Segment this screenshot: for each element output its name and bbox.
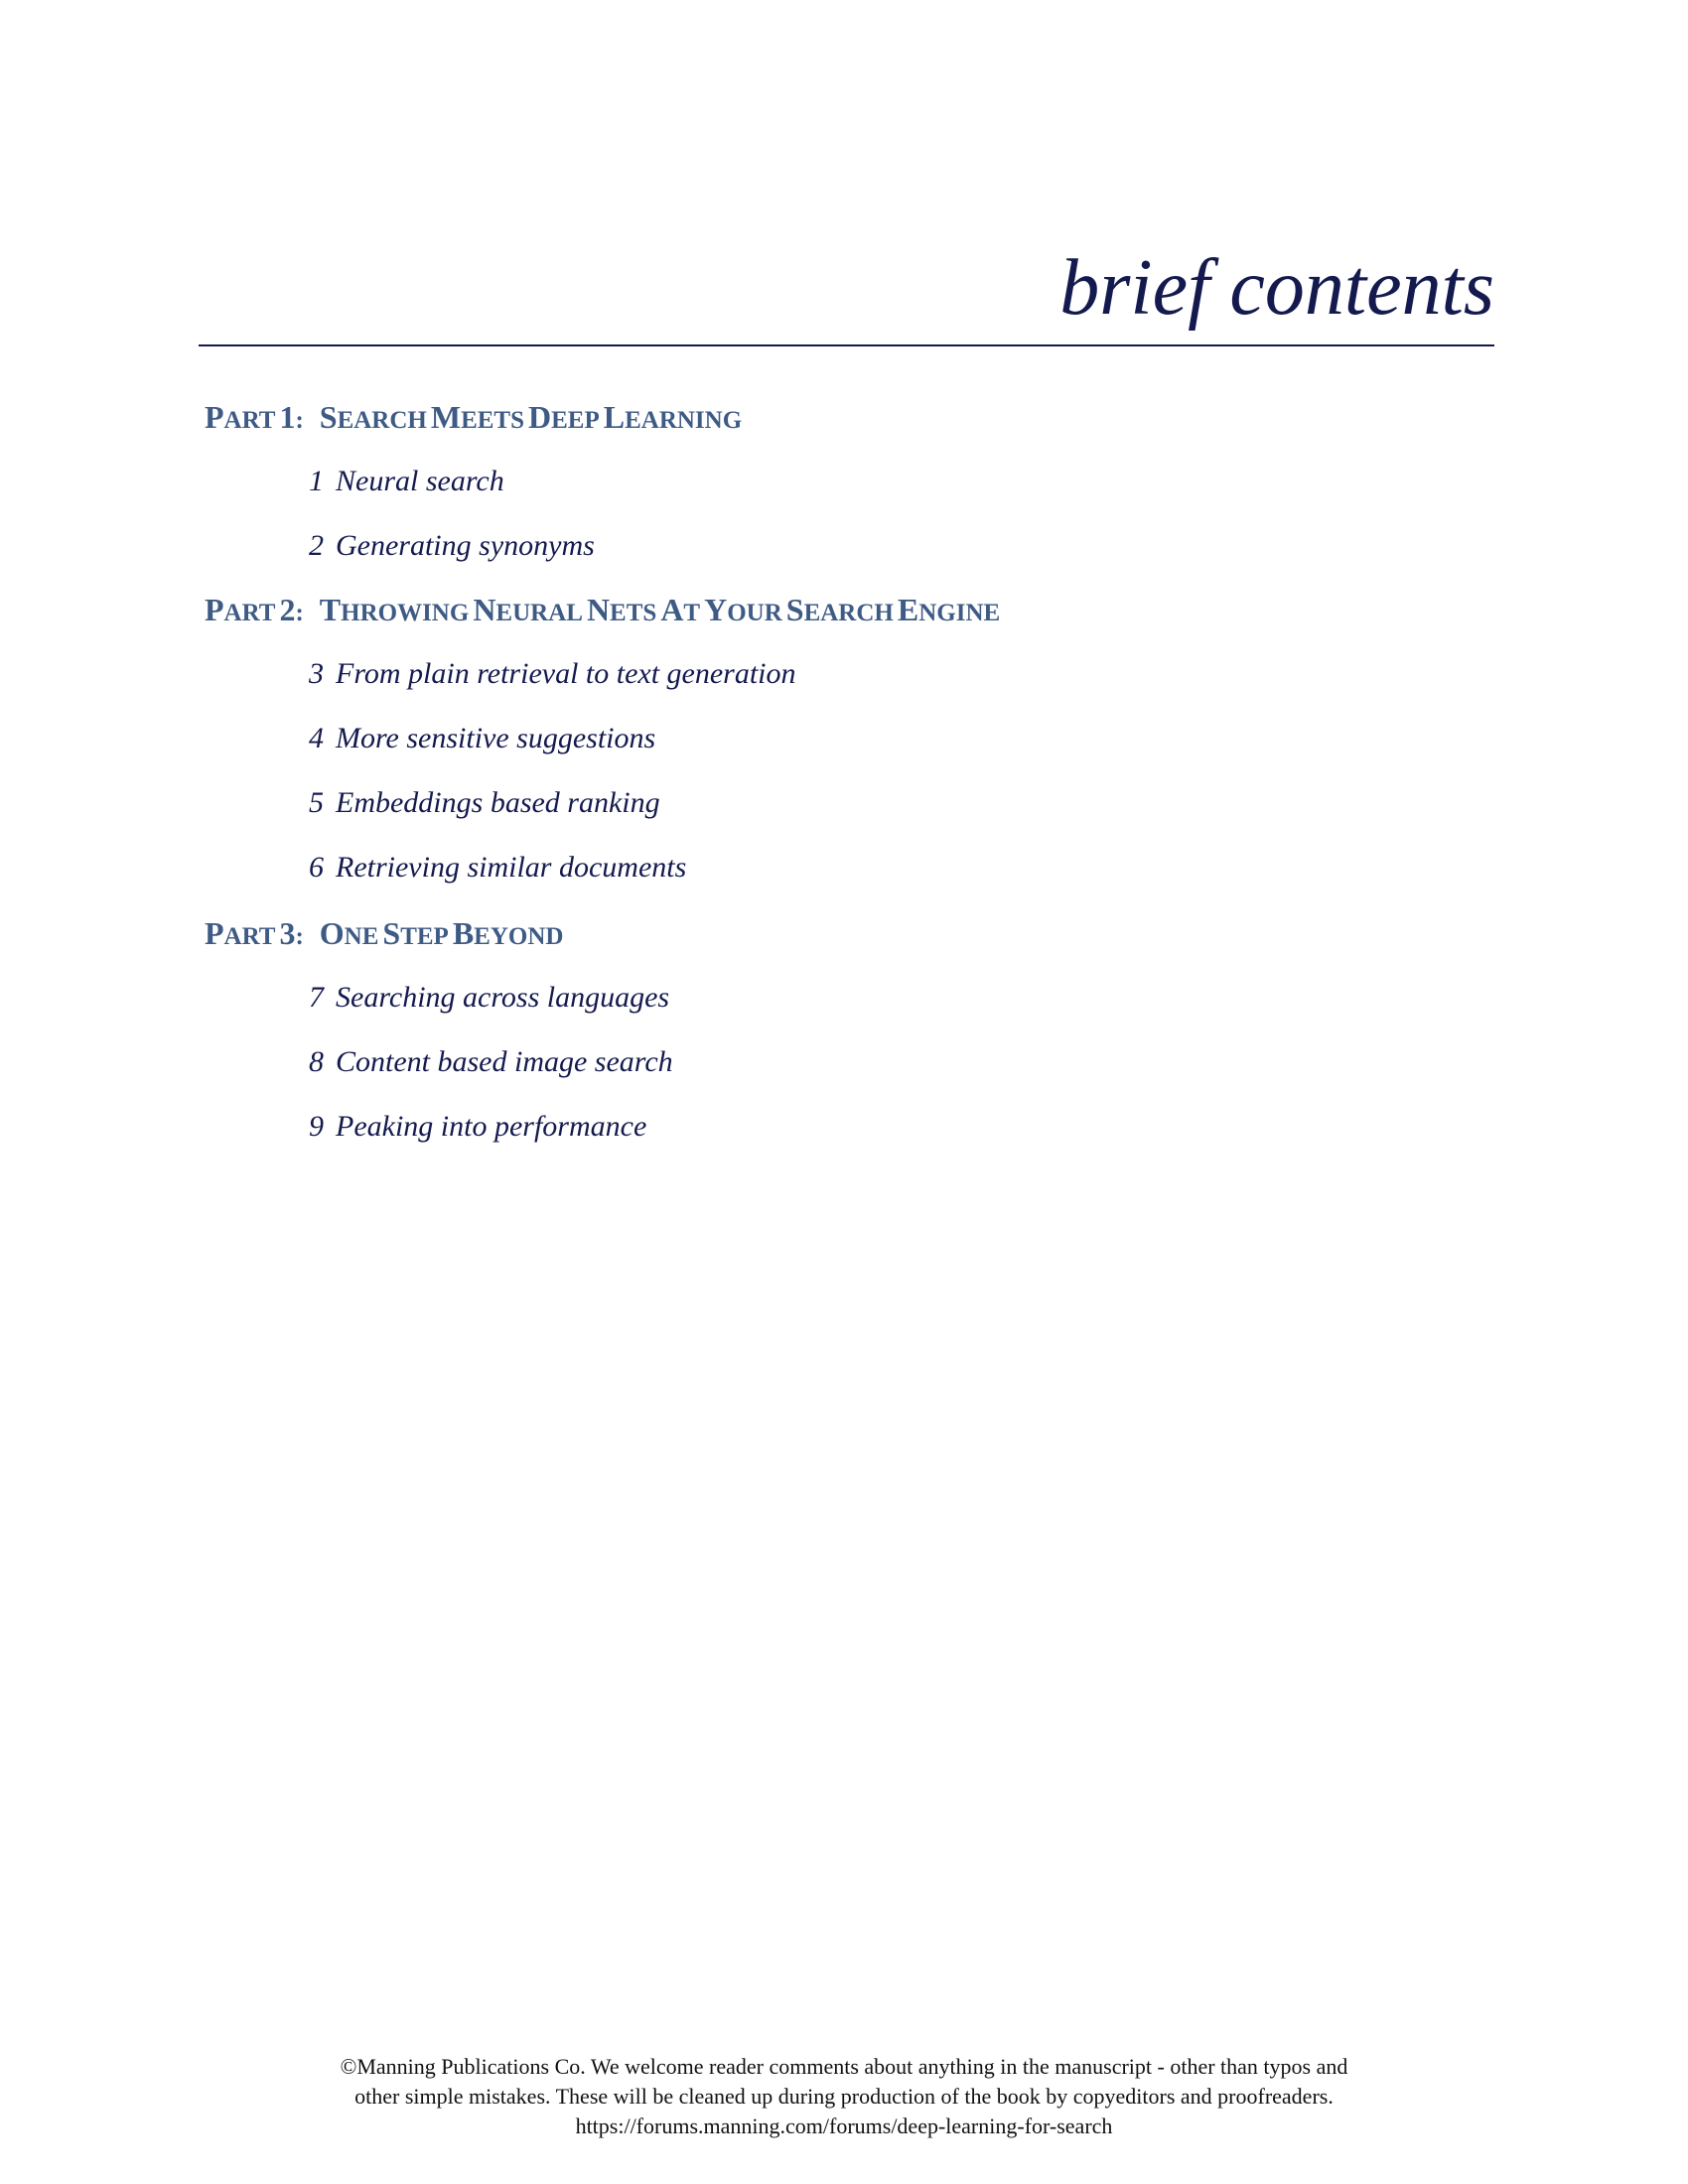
chapter-number: 6 xyxy=(309,851,324,884)
chapter-number: 4 xyxy=(309,722,324,754)
chapter-title: Peaking into performance xyxy=(336,1110,647,1143)
chapter-number: 2 xyxy=(309,529,324,562)
chapter-entry[interactable] xyxy=(298,467,504,496)
footer xyxy=(0,2052,1688,2141)
chapter-entry[interactable] xyxy=(298,659,796,689)
footer-notice-line: other simple mistakes. These will be cleaned up during production of the book by copyeditors and proofreaders. xyxy=(354,2084,1334,2109)
chapter-title: Content based image search xyxy=(336,1045,673,1078)
chapter-title: Neural search xyxy=(336,465,504,497)
footer-copyright-line: ©Manning Publications Co. We welcome reader comments about anything in the manuscript - other than typos and xyxy=(340,2054,1348,2079)
chapter-title: Generating synonyms xyxy=(336,529,595,562)
chapter-title: More sensitive suggestions xyxy=(336,722,656,754)
chapter-entry[interactable] xyxy=(298,983,669,1013)
chapter-title: Retrieving similar documents xyxy=(336,851,687,884)
page-title: brief contents xyxy=(1059,244,1494,332)
chapter-entry[interactable] xyxy=(298,724,655,753)
chapter-entry[interactable] xyxy=(298,1112,646,1142)
chapter-entry[interactable] xyxy=(298,1047,673,1077)
chapter-entry[interactable] xyxy=(298,531,595,561)
part-label: PART 1: xyxy=(205,399,304,435)
part-heading[interactable] xyxy=(205,594,1000,625)
chapter-number: 3 xyxy=(309,657,324,690)
chapter-number: 7 xyxy=(309,981,324,1014)
part-title: ONE STEP BEYOND xyxy=(319,915,564,951)
chapter-number: 5 xyxy=(309,786,324,819)
chapter-title: From plain retrieval to text generation xyxy=(336,657,796,690)
part-heading[interactable] xyxy=(205,917,563,949)
chapter-entry[interactable] xyxy=(298,853,686,883)
chapter-entry[interactable] xyxy=(298,788,660,818)
chapter-number: 9 xyxy=(309,1110,324,1143)
part-heading[interactable] xyxy=(205,401,742,433)
part-title: SEARCH MEETS DEEP LEARNING xyxy=(319,399,743,435)
part-title: THROWING NEURAL NETS AT YOUR SEARCH ENGINE xyxy=(319,592,1001,627)
chapter-number: 1 xyxy=(309,465,324,497)
chapter-number: 8 xyxy=(309,1045,324,1078)
part-label: PART 3: xyxy=(205,915,304,951)
part-label: PART 2: xyxy=(205,592,304,627)
footer-forum-link[interactable]: https://forums.manning.com/forums/deep-learning-for-search xyxy=(575,2114,1113,2138)
chapter-title: Searching across languages xyxy=(336,981,670,1014)
chapter-title: Embeddings based ranking xyxy=(336,786,660,819)
